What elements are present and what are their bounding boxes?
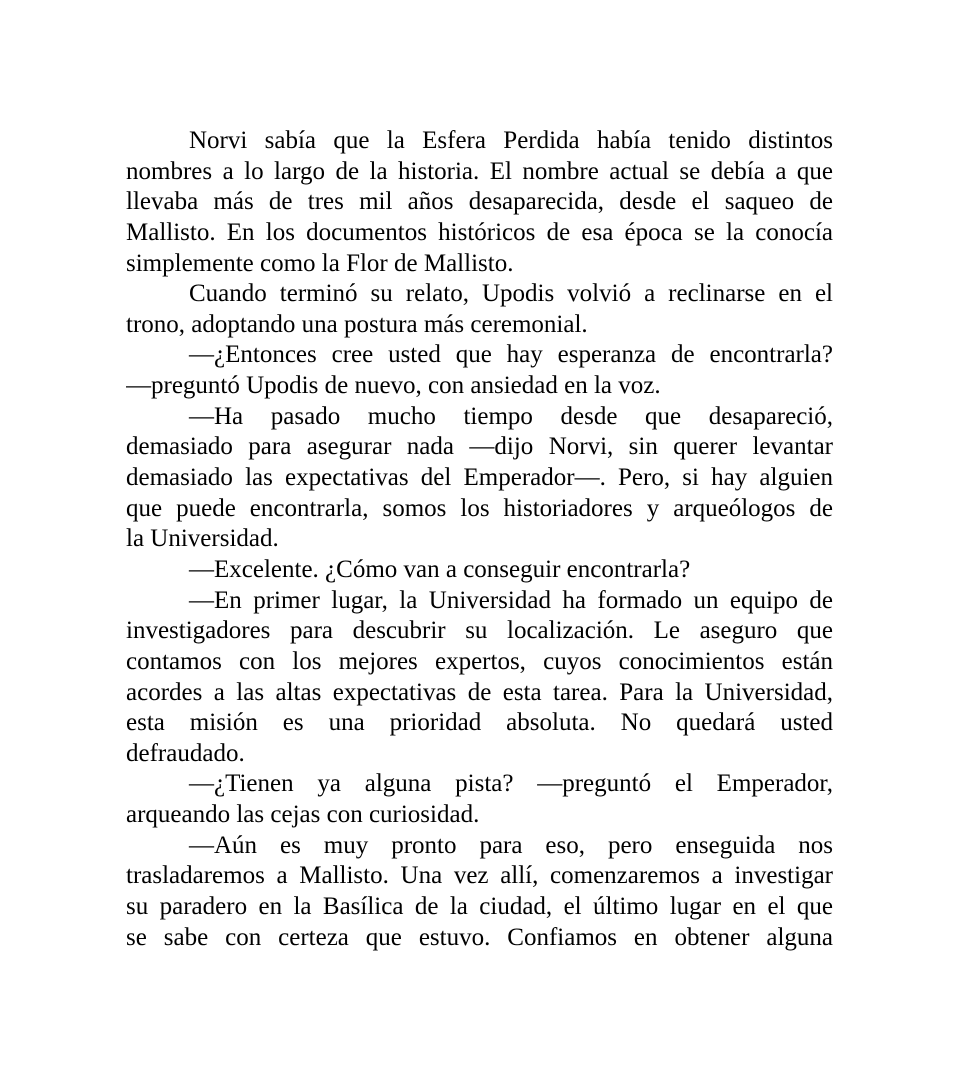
text-line: su paradero en la Basílica de la ciudad, el último lugar en el que	[126, 893, 833, 921]
text-line: Norvi sabía que la Esfera Perdida había tenido distintos	[189, 127, 833, 154]
paragraph	[126, 402, 833, 555]
text-line: —Ha pasado mucho tiempo desde que desapareció,	[189, 402, 833, 430]
text-line: investigadores para descubrir su localización. Le aseguro que	[126, 617, 833, 645]
text-line: contamos con los mejores expertos, cuyos conocimientos están	[126, 647, 833, 675]
paragraph	[126, 555, 833, 586]
text-line: —preguntó Upodis de nuevo, con ansiedad en la voz.	[126, 372, 661, 400]
paragraph	[126, 279, 833, 340]
text-line: trasladaremos a Mallisto. Una vez allí, comenzaremos a investigar	[126, 862, 833, 890]
text-line: —¿Entonces cree usted que hay esperanza de encontrarla?	[189, 341, 833, 369]
text-line: se sabe con certeza que estuvo. Confiamos en obtener alguna	[126, 923, 833, 951]
text-line: —En primer lugar, la Universidad ha formado un equipo de	[189, 586, 833, 614]
paragraph	[126, 126, 833, 279]
text-line: que puede encontrarla, somos los historiadores y arqueólogos de	[126, 494, 833, 522]
paragraph	[126, 340, 833, 401]
text-line: llevaba más de tres mil años desaparecida, desde el saqueo de	[126, 188, 833, 216]
text-line: simplemente como la Flor de Mallisto.	[126, 249, 514, 277]
text-line: trono, adoptando una postura más ceremonial.	[126, 310, 588, 338]
text-line: —Aún es muy pronto para eso, pero enseguida nos	[189, 831, 833, 859]
text-line: —Excelente. ¿Cómo van a conseguir encontrarla?	[189, 555, 691, 583]
text-line: acordes a las altas expectativas de esta tarea. Para la Universidad,	[126, 678, 833, 706]
body-text	[126, 126, 833, 953]
text-line: demasiado para asegurar nada —dijo Norvi, sin querer levantar	[126, 433, 833, 461]
paragraph	[126, 586, 833, 770]
text-line: la Universidad.	[126, 525, 279, 553]
text-line: defraudado.	[126, 739, 245, 767]
text-line: arqueando las cejas con curiosidad.	[126, 801, 480, 829]
text-line: esta misión es una prioridad absoluta. No quedará usted	[126, 709, 833, 737]
text-line: demasiado las expectativas del Emperador—. Pero, si hay alguien	[126, 464, 833, 492]
text-line: Cuando terminó su relato, Upodis volvió a reclinarse en el	[189, 280, 833, 308]
text-line: Mallisto. En los documentos históricos de esa época se la conocía	[126, 218, 833, 246]
text-line: —¿Tienen ya alguna pista? —preguntó el Emperador,	[189, 770, 833, 798]
text-line: nombres a lo largo de la historia. El nombre actual se debía a que	[126, 157, 833, 185]
paragraph	[126, 769, 833, 830]
paragraph	[126, 831, 833, 954]
